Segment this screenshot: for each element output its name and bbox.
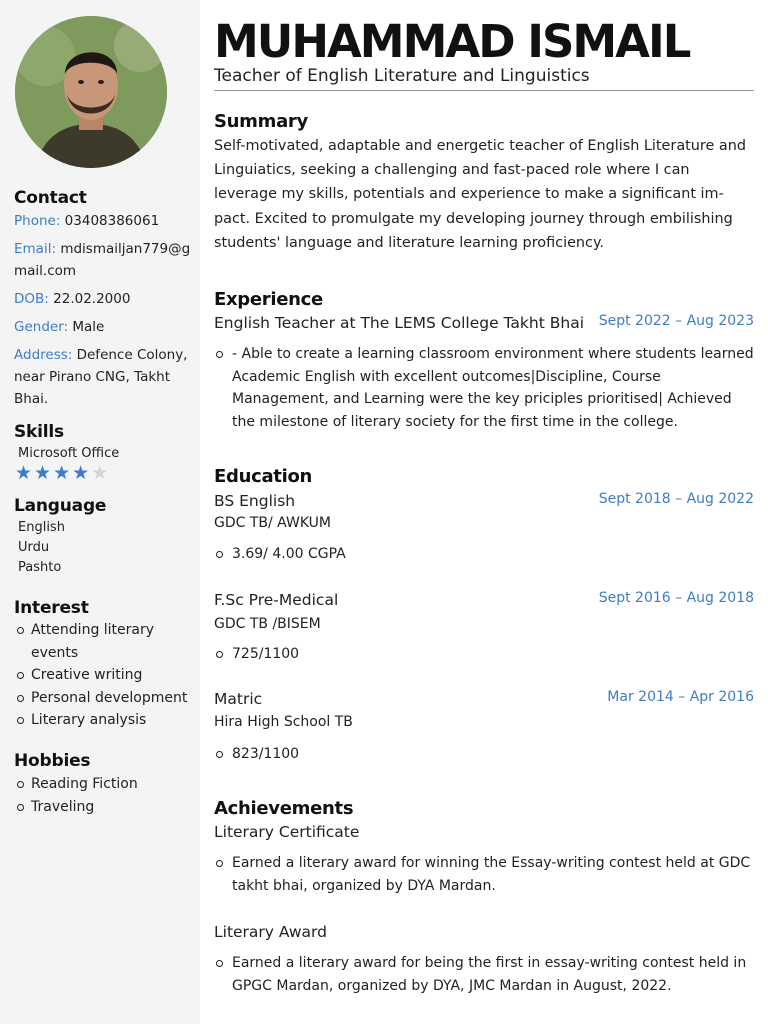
language-heading: Language: [14, 496, 107, 516]
list-item: Traveling: [14, 796, 198, 819]
list-item: 3.69/ 4.00 CGPA: [214, 543, 754, 566]
school-name: GDC TB /BISEM: [214, 616, 321, 632]
star-icon: ★: [53, 462, 73, 484]
dob-value: 22.02.2000: [53, 291, 131, 307]
contact-dob: [14, 288, 198, 310]
education-result: [214, 543, 754, 566]
degree-title: BS English: [214, 492, 296, 510]
hobbies-list: [14, 773, 198, 818]
list-item: Earned a literary award for winning the Essay-writing contest held at GDC takht bhai, organized by DYA Mardan.: [214, 852, 754, 897]
education-heading: Education: [214, 466, 313, 487]
degree-dates: Sept 2016 – Aug 2018: [598, 590, 754, 606]
star-icon: ★: [15, 462, 35, 484]
school-name: Hira High School TB: [214, 714, 353, 730]
portrait-illustration: [15, 16, 167, 168]
gender-value: Male: [72, 319, 105, 335]
summary-heading: Summary: [214, 111, 308, 132]
list-item: Earned a literary award for being the first in essay-writing contest held in GPGC Mardan, organized by DYA, JMC Mardan in August, 2022.: [214, 952, 754, 997]
experience-bullets: [214, 343, 754, 433]
education-result: [214, 643, 754, 666]
skills-heading: Skills: [14, 422, 64, 442]
degree-dates: Mar 2014 – Apr 2016: [607, 689, 754, 705]
list-item: Personal development: [14, 687, 198, 710]
candidate-role: Teacher of English Literature and Linguistics: [214, 66, 590, 86]
achievement-title: Literary Award: [214, 923, 327, 941]
language-item: English: [18, 520, 65, 535]
experience-heading: Experience: [214, 289, 323, 310]
skill-rating: [15, 462, 110, 484]
list-item: 823/1100: [214, 743, 754, 766]
star-icon: ★: [72, 462, 92, 484]
list-item: Attending literary events: [14, 619, 198, 664]
email-label: Email:: [14, 241, 57, 257]
header-divider: [214, 90, 754, 91]
phone-value[interactable]: 03408386061: [64, 213, 160, 229]
gender-label: Gender:: [14, 319, 69, 335]
contact-gender: [14, 316, 198, 338]
candidate-name: MUHAMMAD ISMAIL: [214, 15, 690, 68]
language-item: Urdu: [18, 540, 50, 555]
phone-label: Phone:: [14, 213, 61, 229]
list-item: Reading Fiction: [14, 773, 198, 796]
list-item: Creative writing: [14, 664, 198, 687]
address-value: Defence Colony, near Pirano CNG, Takht Bhai.: [14, 347, 188, 407]
list-item: - Able to create a learning classroom environment where students learned Academic English with excellent outcomes|Discipline, Course Management, and Learning were the key priciples prioritised| Achieved the milestone of literary society for the first time in the college.: [214, 343, 754, 433]
job-title: English Teacher at The LEMS College Takht Bhai: [214, 314, 584, 332]
contact-heading: Contact: [14, 188, 87, 208]
summary-text: Self-motivated, adaptable and energetic teacher of English Literature and Linguiatics, seeking a challenging and fast-paced role where I can leverage my skills, potentials and experience to make a significant im-pact. Excited to promulgate my developing journey through embilishing students' language and literature learning proficiency.: [214, 138, 747, 251]
dob-label: DOB:: [14, 291, 49, 307]
interest-heading: Interest: [14, 598, 89, 618]
school-name: GDC TB/ AWKUM: [214, 515, 331, 531]
achievement-title: Literary Certificate: [214, 823, 360, 841]
achievement-bullets: [214, 852, 754, 897]
profile-photo: [15, 16, 167, 168]
contact-email: [14, 238, 198, 282]
skill-name: Microsoft Office: [18, 446, 120, 461]
star-icon: ★: [34, 462, 54, 484]
star-icon: ★: [91, 462, 111, 484]
contact-address: [14, 344, 198, 410]
email-value[interactable]: mdismailjan779@gmail.com: [14, 241, 191, 279]
sidebar: [0, 0, 200, 1024]
degree-title: F.Sc Pre-Medical: [214, 591, 339, 609]
interest-list: [14, 619, 198, 732]
address-label: Address:: [14, 347, 73, 363]
achievement-bullets: [214, 952, 754, 997]
language-item: Pashto: [18, 560, 62, 575]
hobbies-heading: Hobbies: [14, 751, 91, 771]
list-item: Literary analysis: [14, 709, 198, 732]
degree-title: Matric: [214, 690, 263, 708]
achievements-heading: Achievements: [214, 798, 354, 819]
degree-dates: Sept 2018 – Aug 2022: [598, 491, 754, 507]
list-item: 725/1100: [214, 643, 754, 666]
education-result: [214, 743, 754, 766]
job-dates: Sept 2022 – Aug 2023: [598, 313, 754, 329]
contact-phone: [14, 210, 198, 232]
